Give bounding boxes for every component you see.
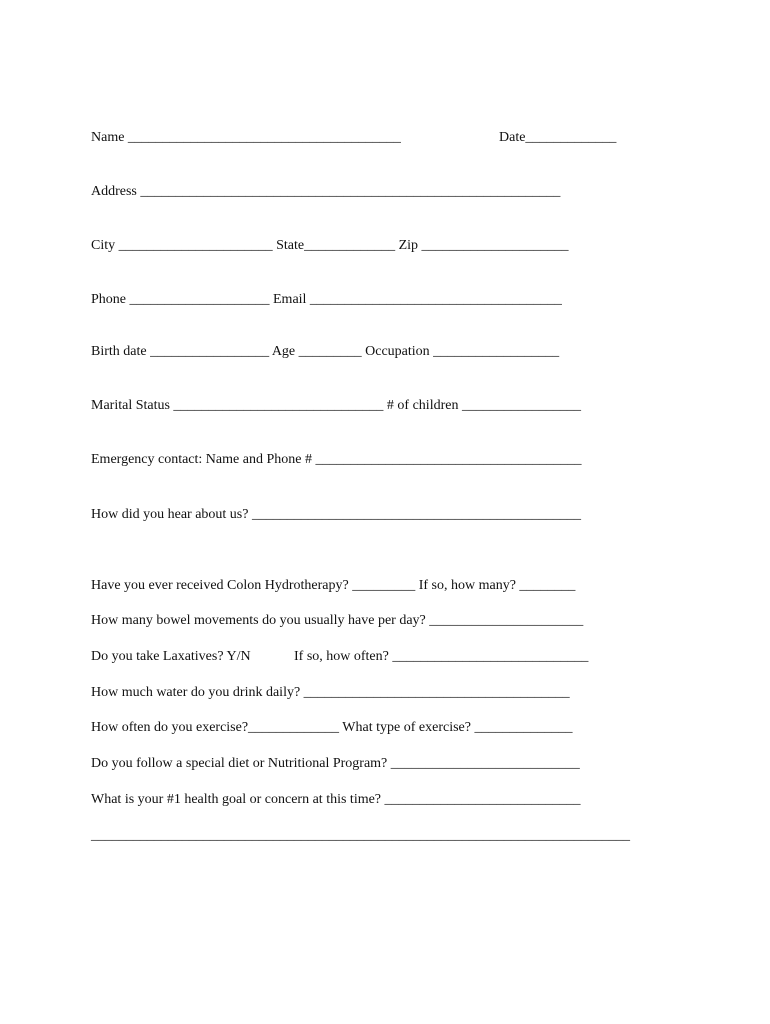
address-field[interactable]: Address ____________________________________________________________ (91, 184, 561, 199)
city-state-zip-field[interactable]: City ______________________ State_____________ Zip _____________________ (91, 238, 569, 253)
referral-field[interactable]: How did you hear about us? _______________________________________________ (91, 507, 581, 522)
laxatives-frequency-field[interactable]: If so, how often? ____________________________ (294, 649, 589, 664)
phone-email-field[interactable]: Phone ____________________ Email ____________________________________ (91, 292, 562, 307)
water-intake-field[interactable]: How much water do you drink daily? ______________________________________ (91, 685, 570, 700)
bowel-movements-field[interactable]: How many bowel movements do you usually have per day? ______________________ (91, 613, 584, 628)
laxatives-question: Do you take Laxatives? Y/N (91, 649, 251, 664)
health-goal-field[interactable]: What is your #1 health goal or concern at this time? ____________________________ (91, 792, 581, 807)
exercise-field[interactable]: How often do you exercise?_____________ What type of exercise? ______________ (91, 720, 573, 735)
diet-program-field[interactable]: Do you follow a special diet or Nutritional Program? ___________________________ (91, 756, 580, 771)
birth-age-occupation-field[interactable]: Birth date _________________ Age _________ Occupation __________________ (91, 344, 560, 359)
marital-children-field[interactable]: Marital Status ______________________________ # of children _________________ (91, 398, 581, 413)
date-field[interactable]: Date_____________ (499, 130, 617, 145)
name-field[interactable]: Name _______________________________________ (91, 130, 401, 145)
emergency-contact-field[interactable]: Emergency contact: Name and Phone # ______________________________________ (91, 452, 582, 467)
colon-hydrotherapy-field[interactable]: Have you ever received Colon Hydrotherapy? _________ If so, how many? ________ (91, 578, 576, 593)
health-goal-continuation-field[interactable]: _____________________________________________________________________________ (91, 828, 630, 843)
